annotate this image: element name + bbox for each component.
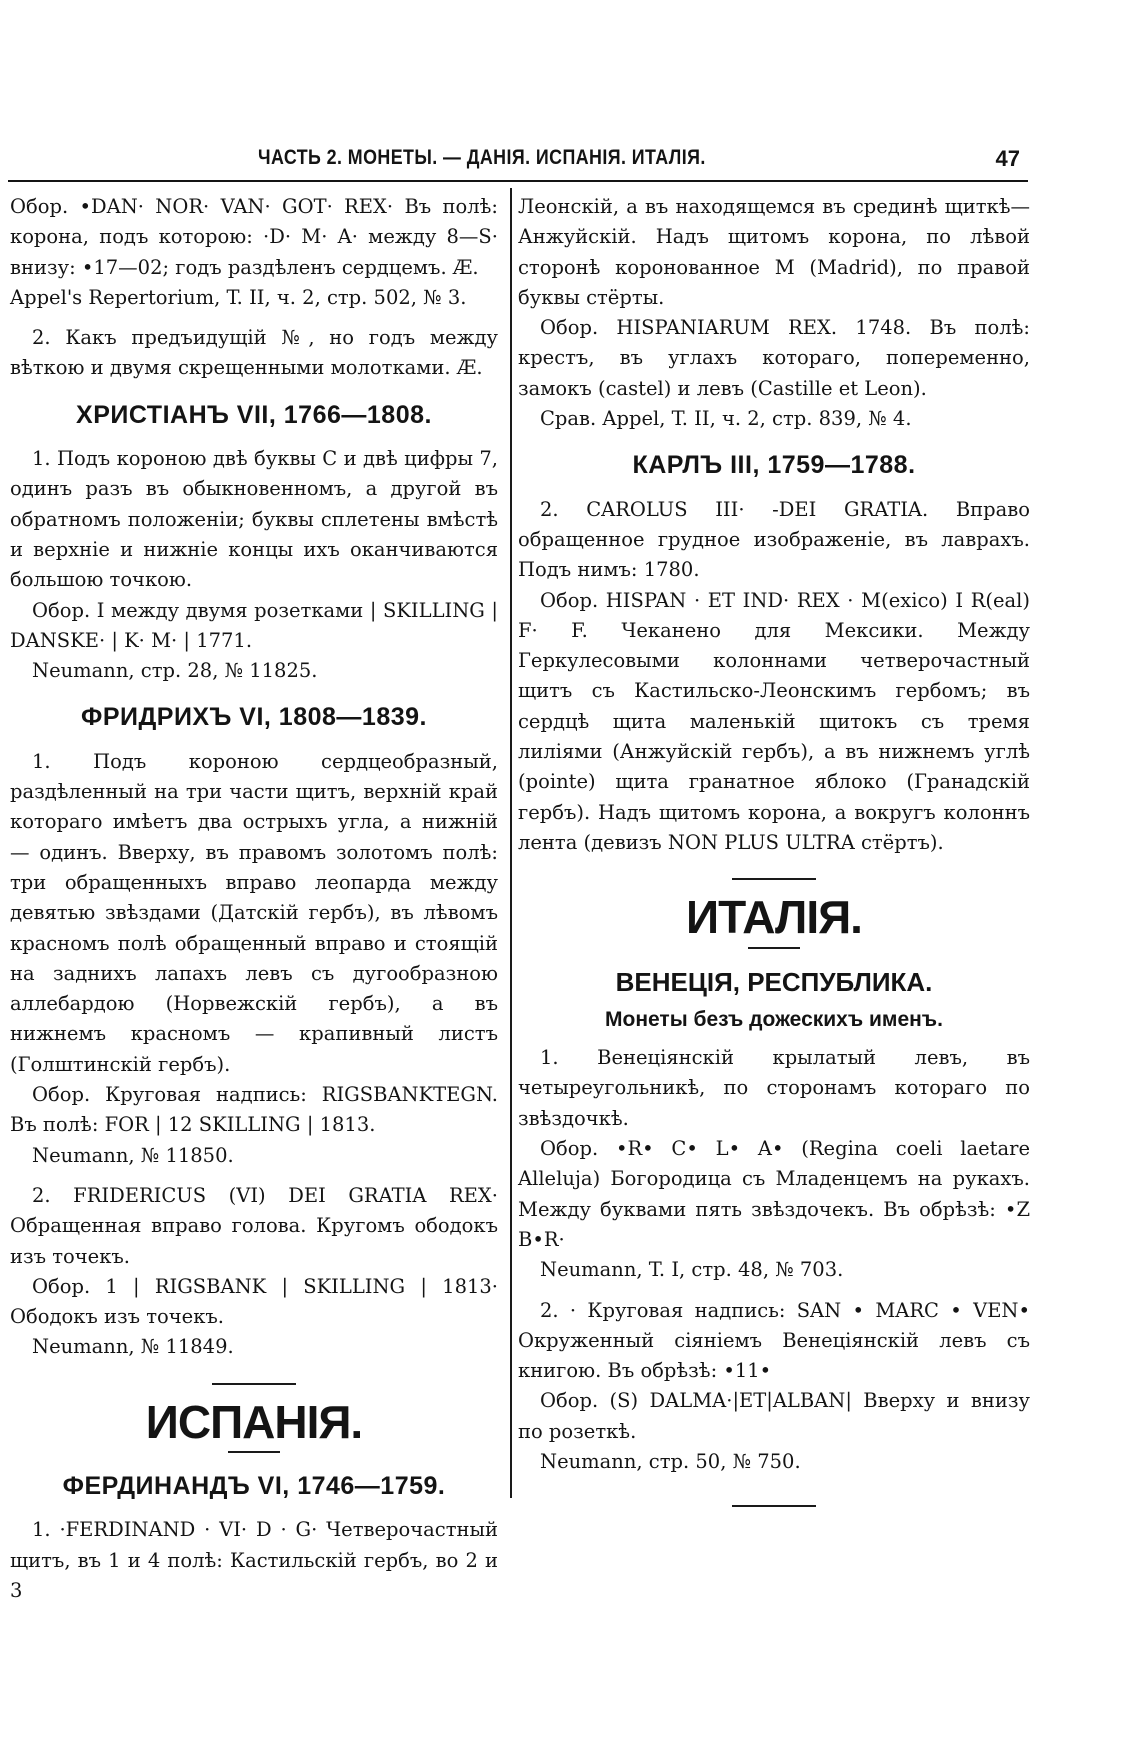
right-column bbox=[518, 192, 1030, 1529]
reverse-description: Обор. (S) DALMA·|ET|ALBAN| Вверху и внизу по розеткѣ. bbox=[518, 1389, 1030, 1443]
separator bbox=[228, 1451, 280, 1453]
subsection-heading-coins: Монеты безъ дожескихъ именъ. bbox=[605, 1007, 943, 1031]
coin-entry: 2. FRIDERICUS (VI) DEI GRATIA REX· Обращенная вправо голова. Кругомъ ободокъ изъ точекъ. bbox=[10, 1183, 498, 1268]
country-heading-spain: ИСПАНІЯ. bbox=[145, 1395, 363, 1448]
reverse-description: Обор. Круговая надпись: RIGSBANKTEGN. Въ полѣ: FOR | 12 SKILLING | 1813. bbox=[10, 1083, 498, 1137]
section-heading-friedrich: ФРИДРИХЪ VI, 1808—1839. bbox=[81, 703, 427, 732]
separator bbox=[732, 878, 816, 880]
coin-entry: 2. Какъ предъидущій №, но годъ между вѣткою и двумя скрещенными молотками. Æ. bbox=[10, 326, 498, 380]
section-heading-christian: ХРИСТІАНЪ VII, 1766—1808. bbox=[76, 400, 432, 429]
country-heading-italy: ИТАЛІЯ. bbox=[686, 891, 862, 944]
section-heading-venice: ВЕНЕЦІЯ, РЕСПУБЛИКА. bbox=[615, 966, 933, 997]
section-heading-ferdinand: ФЕРДИНАНДЪ VI, 1746—1759. bbox=[62, 1471, 446, 1500]
paragraph: Леонскій, а въ находящемся въ срединѣ щиткѣ—Анжуйскій. Надъ щитомъ корона, по лѣвой сторонѣ коронованное M (Madrid), по правой буквы стёрты. bbox=[518, 195, 1030, 309]
reference: Appel's Repertorium, T. II, ч. 2, стр. 502, № 3. bbox=[10, 285, 467, 309]
column-divider bbox=[510, 188, 512, 1498]
reverse-description: Обор. I между двумя розетками | SKILLING | DANSKE· | K· M· | 1771. bbox=[10, 598, 498, 652]
separator bbox=[748, 947, 800, 949]
coin-entry: 1. Подъ короною сердцеобразный, раздѣленный на три части щитъ, верхній край котораго имѣетъ два острыхъ угла, а нижній — одинъ. Вверху, въ правомъ золотомъ полѣ: три обращенныхъ вправо леопарда между девятью звѣздами (Датскій гербъ), въ лѣвомъ красномъ полѣ обращенный вправо и стоящій на заднихъ лапахъ левъ съ дугообразною аллебардою (Норвежскій гербъ), а въ нижнемъ красномъ — крапивный листъ (Голштинскій гербъ). bbox=[10, 749, 498, 1076]
coin-entry: 1. ·FERDINAND · VI· D · G· Четверочастный щитъ, въ 1 и 4 полѣ: Кастильскій гербъ, во 2 и 3 bbox=[10, 1518, 498, 1602]
coin-entry: 1. Венеціянскій крылатый левъ, въ четыреугольникѣ, по сторонамъ котораго по звѣздочкѣ. bbox=[518, 1046, 1030, 1130]
page-header bbox=[8, 140, 1028, 178]
reference: Neumann, стр. 28, № 11825. bbox=[32, 659, 318, 683]
left-column bbox=[10, 192, 498, 1606]
reverse-description: Обор. HISPANIARUM REX. 1748. Въ полѣ: крестъ, въ углахъ котораго, попеременно, замокъ (castel) и левъ (Castille et Leon). bbox=[518, 316, 1030, 400]
reference: Neumann, T. I, стр. 48, № 703. bbox=[540, 1258, 844, 1282]
coin-entry: 1. Подъ короною двѣ буквы C и двѣ цифры 7, одинъ разъ въ обыкновенномъ, а другой въ обратномъ положеніи; буквы сплетены вмѣстѣ и верхніе и нижніе концы ихъ оканчиваются большою точкою. bbox=[10, 447, 498, 592]
reverse-description: Обор. HISPAN · ET IND· REX · M(exico) I R(eal) F· F. Чеканено для Мексики. Между Геркулесовыми колоннами четверочастный щитъ съ Кастильско-Леонскимъ гербомъ; въ сердцѣ щита маленькій щитокъ съ тремя лиліями (Анжуйскій гербъ), а въ нижнемъ углѣ (pointe) щита гранатное яблоко (Гранадскій гербъ). Надъ щитомъ корона, а вокругъ колоннъ лента (девизъ NON PLUS ULTRA стёртъ). bbox=[518, 588, 1030, 854]
coin-entry: 2. CAROLUS III· -DEI GRATIA. Вправо обращенное грудное изображеніе, въ лаврахъ. Подъ нимъ: 1780. bbox=[518, 497, 1030, 582]
reverse-description: Обор. 1 | RIGSBANK | SKILLING | 1813· Ободокъ изъ точекъ. bbox=[10, 1274, 498, 1329]
reference: Neumann, № 11849. bbox=[32, 1335, 234, 1359]
reference: Neumann, стр. 50, № 750. bbox=[540, 1449, 801, 1473]
reference: Neumann, № 11850. bbox=[32, 1143, 234, 1167]
reverse-description: Обор. •R• C• L• A• (Regina coeli laetare Alleluja) Богородица съ Младенцемъ на рукахъ. Между буквами пять звѣздочекъ. Въ обрѣзѣ: •Z B•R· bbox=[518, 1137, 1030, 1251]
running-title: ЧАСТЬ 2. МОНЕТЫ. — ДАНІЯ. ИСПАНІЯ. ИТАЛІЯ. bbox=[258, 146, 706, 169]
separator bbox=[732, 1505, 816, 1507]
section-heading-carlos: КАРЛЪ III, 1759—1788. bbox=[632, 451, 916, 480]
page-number: 47 bbox=[995, 146, 1020, 171]
header-rule bbox=[8, 180, 1028, 182]
reference: Срав. Appel, T. II, ч. 2, стр. 839, № 4. bbox=[540, 407, 912, 431]
separator bbox=[212, 1383, 296, 1385]
paragraph: Обор. •DAN· NOR· VAN· GOT· REX· Въ полѣ: корона, подъ которою: ·D· M· A· между 8—S· внизу: •17—02; годъ раздѣленъ сердцемъ. Æ. bbox=[10, 195, 498, 279]
coin-entry: 2. · Круговая надпись: SAN • MARC • VEN• Окруженный сіяніемъ Венеціянскій левъ съ книгою. Въ обрѣзѣ: •11• bbox=[518, 1298, 1030, 1383]
